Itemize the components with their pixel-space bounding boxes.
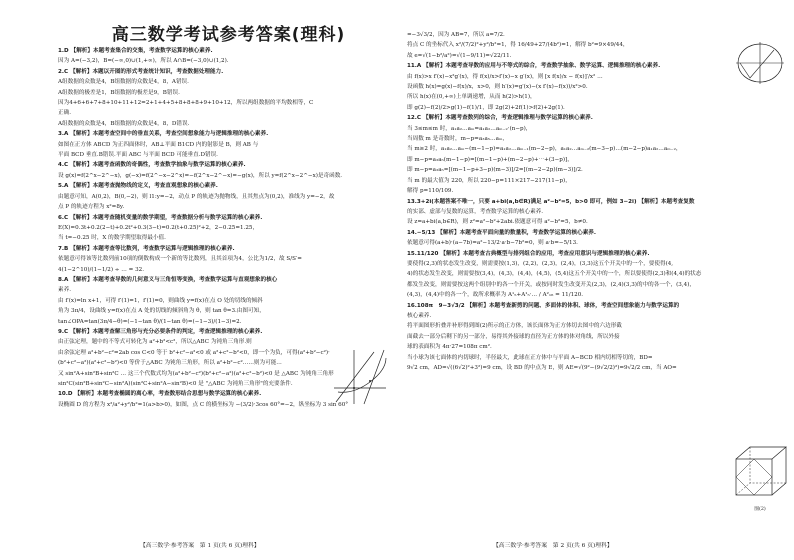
left-text-line: 设 g(x)=f(2^x−2^−x)，g(−x)=f(2^−x−2^x)=−f(2^x−2^−x)=−g(x)，所以 y=f(2^x−2^−x)是奇函数. (58, 172, 343, 179)
right-text-line: 的实部、虚部与复数的运算，考查数学运算的核心素养. (407, 208, 544, 215)
left-text-line: 设椭圆 D 的方程为 x²/a²+y²/b²=1(a>b>0)，如图，点 C 的横坐标为 −(3/2)·3cos 60°=−2，纵坐标为 3 sin 60° (58, 401, 349, 408)
left-text-line: 5.A 【解析】本题考查抛物线的定义，考查直观想象的核心素养. (58, 183, 218, 190)
figure-caption: 图(2) (754, 507, 766, 512)
left-text-line: 由余弦定理 a²+b²−c²=2ab cos C<0 等于 b²+c²−a²<0 或 a²+c²−b²<0，即一个为负，可得(a²+b²−c²)· (58, 349, 330, 356)
right-text-line: 解得 p=110/109. (407, 188, 454, 195)
left-text-line: 因为4+6+6+7+8+10+11+12=2+1+4+5+8+8+8+9+10+12，所以两组数据的平均数相等，C (58, 100, 314, 107)
right-text-line: (4,3)，(4,4)中的各一个，故所求概率为 A¹₅+A¹₅·… / A²₁₆ = 11/120. (407, 292, 584, 299)
right-text-line: 核心素养. (407, 312, 432, 319)
cube-figure (732, 443, 788, 512)
right-text-line: 当小球为该七面体的内切球时，半径最大，此球在正方体中与平面 A−BCD 相内切相等切的，BD= (407, 354, 653, 361)
right-text-line: 9√2 cm，AD=√((6√2)²+3²)=9 cm，设 BD 的中点为 E，则 AE=√(9²−(9√2/2)²)=9√2/2 cm，当 AO= (407, 365, 677, 371)
left-text-line: 依题意可得该等比数列前10项的倒数构成一个新的等比数列，且其首项为4，公比为1/2，故 S/S′= (58, 256, 302, 263)
right-text-line: 13.3+2i(本题答案不唯一，只要 a+bi(a,b∈R)满足 a²−b²=5，b>0 即可，例如 3−2i) 【解析】本题考查复数 (407, 198, 695, 205)
left-text-line: 9.C 【解析】本题考查解三角形与充分必要条件的判定，考查逻辑推理的核心素养. (58, 328, 263, 335)
right-text-line: 面截去一部分后剩下的另一部分，易得其外接球的直径为正方体的体对角线，所以外接 (407, 333, 620, 340)
left-text-line: 角为 3π/4，设曲线 y=f(x)在点 A 处的切线的倾斜角为 θ，则 tan θ=3.由图可知， (58, 308, 265, 315)
left-text-line: 10.D 【解析】本题考查椭圆的离心率，考查数形结合思想与数学运算的核心素养. (58, 391, 262, 398)
left-text-line: 6.C 【解析】本题考查随机变量的数学期望，考查数据分析与数学运算的核心素养. (58, 214, 263, 221)
right-text-line: 球的表面积为 4π·27=108π cm². (407, 344, 492, 351)
page-2 (397, 0, 794, 560)
ellipse-figure (734, 40, 786, 86)
left-text-line: 正确. (58, 110, 71, 117)
right-text-line: 依题意可得(a+b)·(a−7b)=a²−13/2·a·b−7b²=0，则 a·b=−5/13. (407, 240, 578, 247)
right-text-line: 当 m 的最大值为 220，所以 220−p=111×217−217(11−p)， (407, 177, 571, 184)
tangent-graph-figure (330, 348, 388, 406)
left-text-line: 由 f′(x)=ln x+1，可得 f′(1)=1，f′(1)=0，则曲线 y=f(x)在点 O 处的切线的倾斜 (58, 297, 263, 304)
right-text-line: 所以 h(x)在(0,+∞)上单调递增，从而 h(2)>h(1)， (407, 94, 536, 101)
right-text-line: 即 m−p=a₃a₅(m−1−p)=[(m−1−p)+(m−2−p)+⋯+(3−p)]， (407, 156, 573, 163)
left-text-line: 当 t=−0.25 时，X 的数学期望取得最小值. (58, 235, 166, 242)
left-text-line: 2.C 【解析】本题以开图的形式考查统计知识，考查数据处理能力. (58, 68, 224, 75)
right-text-line: 15.11/120 【解析】本题考查古典概型与排列组合的应用，考查应用意识与逻辑推理的核心素养. (407, 250, 650, 257)
left-text-line: A组数据的众数是4，B组数据的众数是4，8，A错误. (58, 79, 189, 86)
page-2-footer: 【高三数学·参考答案 第 2 页(共 6 页)理科】 (493, 543, 613, 549)
right-text-line: 将平面图形折叠并补形得到图(2)所示的正方体，该长面体为正方体切去图中的六边形截 (407, 323, 622, 330)
left-text-line: 又 sin²A+sin²B+sin²C … 这三个代数式均为(a²+b²−c²)(b²+c²−a²)(a²+c²−b²)<0 是 △ABC 为钝角三角形 (58, 370, 334, 377)
right-text-line: 故 e=√(1−b²/a²)=√(1−9/11)=√22/11. (407, 52, 512, 59)
right-text-line: 都发生改变，则需要按这两个组别中的各一个开关，或按同时发生改变开关(2,3)，(2,4)(3,3)的中的各一个，(3,4)， (407, 281, 695, 288)
right-text-line: 设函数 h(x)=g(x)−f(x)/x，x>0，则 h′(x)=g′(x)−(x f′(x)−f(x))/x²>0. (407, 84, 588, 91)
page-1-footer: 【高三数学·参考答案 第 1 页(共 6 页)理科】 (140, 543, 260, 549)
left-text-line: 4(1−2^10)/(1−1/2) ÷ … = 32. (58, 266, 145, 273)
left-text-line: tan∠OPA=tan(3π/4−θ)=(−1−tan θ)/(1−tan θ)=(−1−3)/(1−3)=2. (58, 318, 242, 325)
left-text-line: (b²+c²−a²)(a²+c²−b²)<0 等价于△ABC 为钝角三角形，所以 a²+b²−c²……则为可能… (58, 360, 282, 367)
right-text-line: 12.C 【解析】本题考查数列的综合，考查逻辑推理与数学运算的核心素养. (407, 115, 593, 122)
left-text-line: 点 P 的轨迹方程为 x²=8y. (58, 204, 125, 211)
left-text-line: 1.D 【解析】本题考查集合的交集，考查数学运算的核心素养. (58, 48, 213, 54)
left-text-line: 因为 A=(−3,2)，B=(−∞,0)∪(1,+∞)，所以 A∩B=(−3,0)∪(1,2). (58, 58, 229, 65)
right-text-line: 14.−5/13 【解析】本题考查平面向量的数量积，考查数学运算的核心素养. (407, 229, 597, 236)
right-text-line: 当 m≥2 时，a₁a₂…aₘ−(m−1−p)=a₁a₂…aₘ₋₁(m−2−p)，a₁a₂…aₘ₋₂(m−3−p)…(m−2−p)a₁a₂…aₘ₋₂， (407, 146, 682, 153)
left-text-line: 如图在正方体 ABCD 为正四面体时，AB⊥平面 B1CD 内的射影是 B，则 AB 与 (58, 141, 259, 148)
page-title: 高三数学考试参考答案(理科) (111, 25, 346, 45)
left-text-line: 由正弦定理，题中的不等式可转化为 a²+b²<c²，所以△ABC 为钝角三角形.则 (58, 339, 252, 346)
right-text-line: 16.108π 9−3√3/2 【解析】本题考查新剪的问题、多面体的体积、球体，考查空间想象能力与数学运算的 (407, 302, 680, 309)
left-text-line: 4.C 【解析】本题考查函数的奇偶性，考查数学抽象与数学运算的核心素养. (58, 162, 246, 169)
right-text-line: 要使得(2,3)的状态发生改变，则需要按(1,3)，(2,2)，(2,3)，(2,4)，(3,3)这五个开关中的一个，要使得(4, (407, 260, 674, 267)
left-text-line: 平面 BCD 垂直.B错误.平面 ABC 与平面 BCD 可能垂直.D错误. (58, 152, 218, 159)
left-text-line: sin²C(sin²B+sin²C−sin²A)(sin²C+sin²A−sin²B)<0 是 "△ABC 为钝角三角形"的充要条件. (58, 381, 293, 387)
right-text-line: 设 z=a+bi(a,b∈R)，则 z²=a²−b²+2abi.依题意可得 a²−b²=5，b≠0. (407, 219, 588, 226)
right-text-line: 11.A 【解析】本题考查导数的应用与不等式的综合，考查数学抽象、数学运算、逻辑推理的核心素养. (407, 63, 661, 70)
page-2-body (407, 30, 780, 373)
left-text-line: A组数据的极差是1，B组数据的极差是9，B错误. (58, 89, 180, 96)
left-text-line: 素养. (58, 287, 71, 294)
right-text-line: 4)的状态发生改变，则需要按(3,4)，(4,3)，(4,4)，(4,5)，(5,4)这五个开关中的一个，所以要使得(2,3)和(4,4)的状态 (407, 271, 702, 278)
left-text-line: E(X)=0.3t+0.2(2−t)+0.2t²+0.3(3−t)=0.2(t+0.25)²+2，2−0.25=1.25， (58, 224, 259, 231)
left-text-line: 由题意可知，A(0,2)，B(0,−2)，则 l1:y=−2，动点 P 的轨迹为抛物线，且其焦点为(0,2)，准线为 y=−2，故 (58, 193, 335, 200)
left-text-line: 3.A 【解析】本题考查空间中的垂直关系，考查空间想象能力与逻辑推理的核心素养. (58, 131, 269, 138)
right-text-line: 将点 C 的坐标代入 x²/(7/2)²+y²/b²=1，得 16/49+27/(4b²)=1，解得 b²=9×49/44， (407, 42, 629, 49)
left-text-line: 7.B 【解析】本题考查等比数列，考查数学运算与逻辑推理的核心素养. (58, 245, 235, 252)
right-text-line: 由 f(x)>x f′(x)−x²g′(x)，得 f(x)/x>f′(x)−x g′(x)，则 [x f(x)/x − f(x)]′/x² … (407, 73, 603, 80)
right-text-line: =−3√3/2，因为 AB=7，所以 a=7/2. (407, 32, 505, 38)
left-text-line: A组数据的众数是4，B组数据的众数是4，8，D错误. (58, 120, 190, 127)
right-text-line: 即 g(2)−f(2)/2>g(1)−f(1)/1，即 2g(2)+2f(1)>f(2)+2g(1). (407, 104, 565, 111)
left-text-line: 8.A 【解析】本题考查导数的几何意义与三角恒等变换，考查数学运算与直观想象的核心 (58, 276, 278, 283)
right-text-line: 当周数 m 是奇数时，m−p=a₃a₅…aₘ， (407, 136, 508, 143)
right-text-line: 即 m−p=a₃a₅=[(m−1−p+3−p)(m−3)]/2=[(m−2−2p)(m−3)]/2. (407, 167, 583, 174)
right-text-line: 当 3≤m≤m 时，a₁a₂…aₘ=a₁a₂…aₘ₋₂·(n−p)， (407, 125, 532, 132)
